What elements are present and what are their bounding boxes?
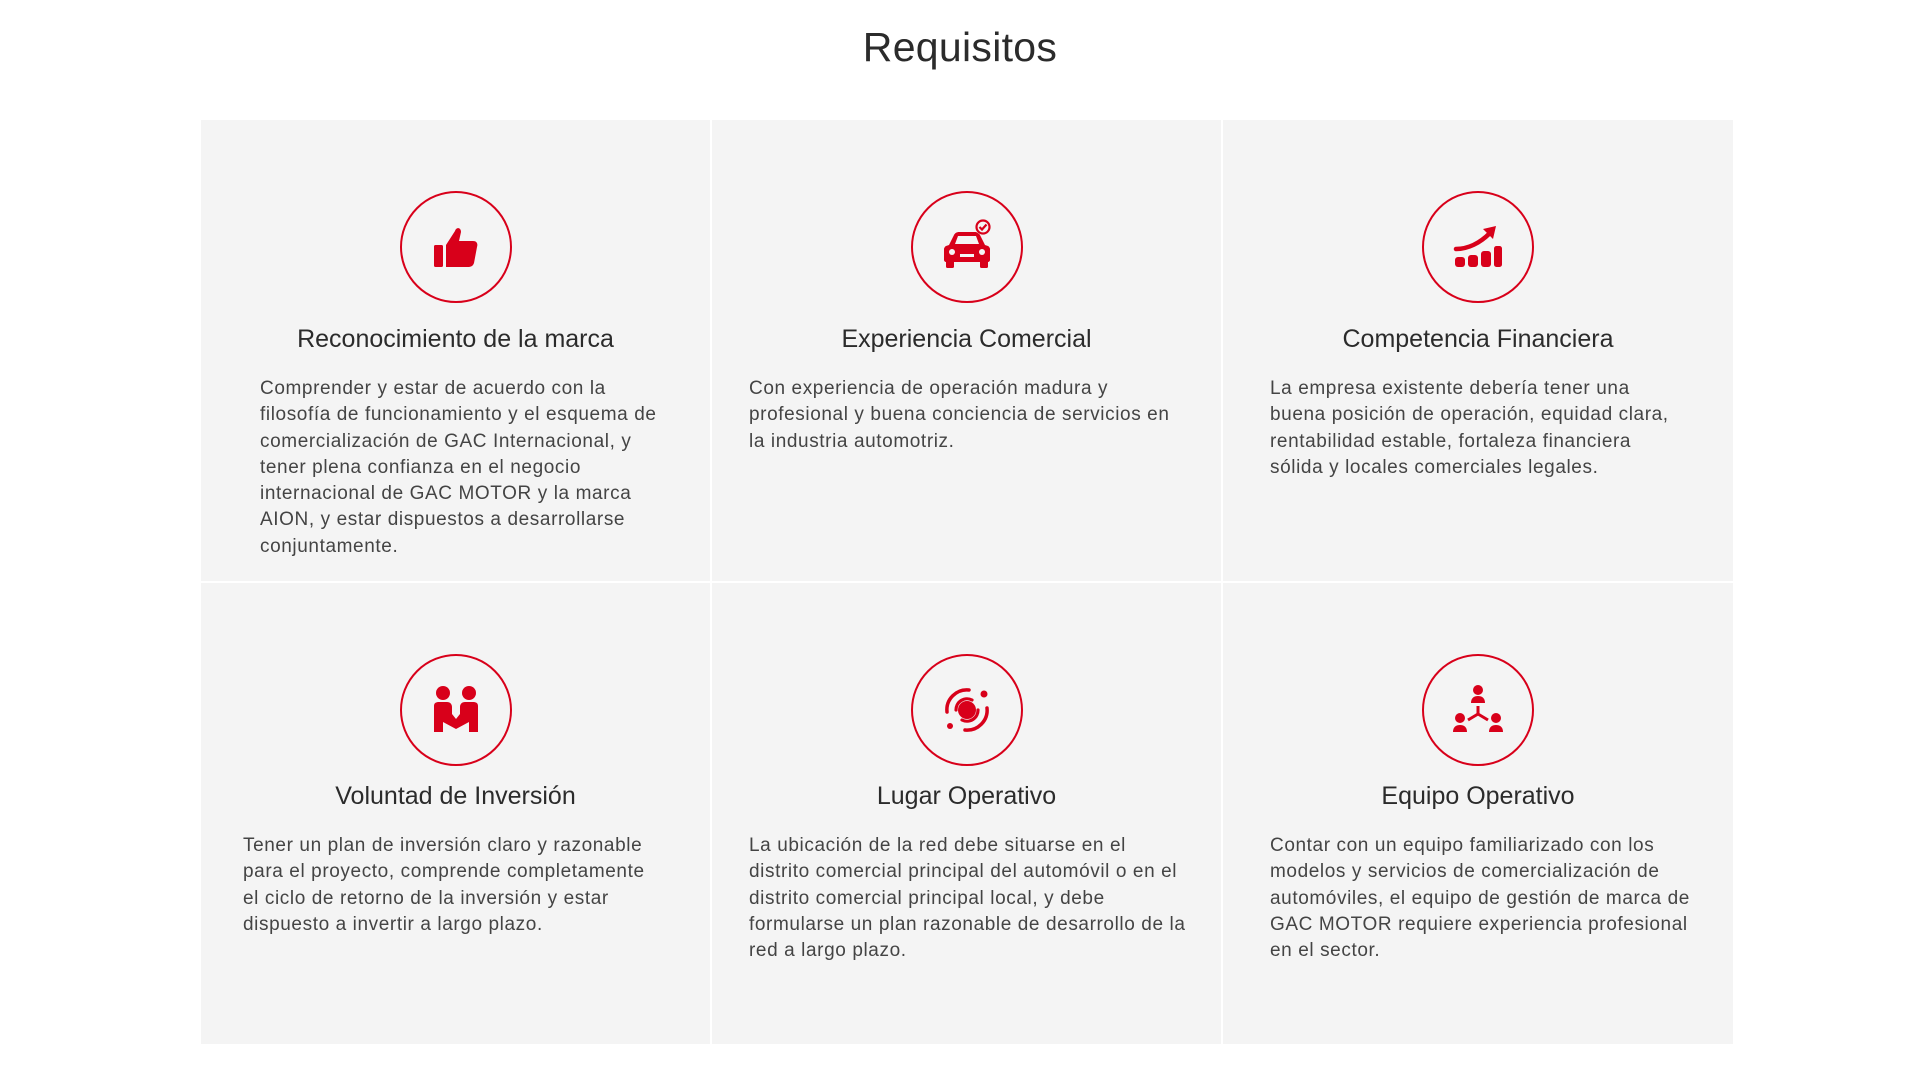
card-description: Contar con un equipo familiarizado con los modelos y servicios de comercialización de automóviles, el equipo de gestión de marca de GAC MOTOR requiere experiencia profesional en el sector. bbox=[1270, 835, 1690, 962]
card-title: Experiencia Comercial bbox=[841, 325, 1092, 353]
card-description: La ubicación de la red debe situarse en el distrito comercial principal del automóvil o en el distrito comercial principal local, y debe formularse un plan razonable de desarrollo de la red a largo plazo. bbox=[749, 835, 1186, 962]
card-description: Tener un plan de inversión claro y razonable para el proyecto, comprende completamente el ciclo de retorno de la inversión y estar dispuesto a invertir a largo plazo. bbox=[243, 835, 645, 935]
requirement-card-operating-team bbox=[1223, 583, 1733, 1044]
card-title: Lugar Operativo bbox=[876, 782, 1057, 810]
team-network-icon bbox=[1422, 654, 1534, 766]
page-title: Requisitos bbox=[862, 24, 1058, 70]
requirement-card-financial-competence bbox=[1223, 120, 1733, 581]
requirement-card-commercial-experience bbox=[712, 120, 1221, 581]
requirements-grid bbox=[201, 120, 1731, 1044]
car-check-icon bbox=[911, 191, 1023, 303]
thumbs-up-icon bbox=[400, 191, 512, 303]
card-title: Equipo Operativo bbox=[1381, 782, 1575, 810]
requirement-card-operating-place bbox=[712, 583, 1221, 1044]
requirement-card-brand-recognition bbox=[201, 120, 710, 581]
card-title: Competencia Financiera bbox=[1342, 325, 1614, 353]
card-title: Voluntad de Inversión bbox=[335, 782, 576, 810]
card-title: Reconocimiento de la marca bbox=[297, 325, 614, 353]
handshake-people-icon bbox=[400, 654, 512, 766]
card-description: La empresa existente debería tener una buena posición de operación, equidad clara, rentabilidad estable, fortaleza financiera sólida y locales comerciales legales. bbox=[1270, 378, 1669, 478]
card-description: Comprender y estar de acuerdo con la filosofía de funcionamiento y el esquema de comercialización de GAC Internacional, y tener plena confianza en el negocio internacional de GAC MOTOR y la marca AION, y estar dispuestos a desarrollarse conjuntamente. bbox=[260, 378, 657, 557]
requirement-card-investment-willingness bbox=[201, 583, 710, 1044]
card-description: Con experiencia de operación madura y profesional y buena conciencia de servicios en la industria automotriz. bbox=[749, 378, 1170, 452]
location-target-icon bbox=[911, 654, 1023, 766]
growth-chart-icon bbox=[1422, 191, 1534, 303]
